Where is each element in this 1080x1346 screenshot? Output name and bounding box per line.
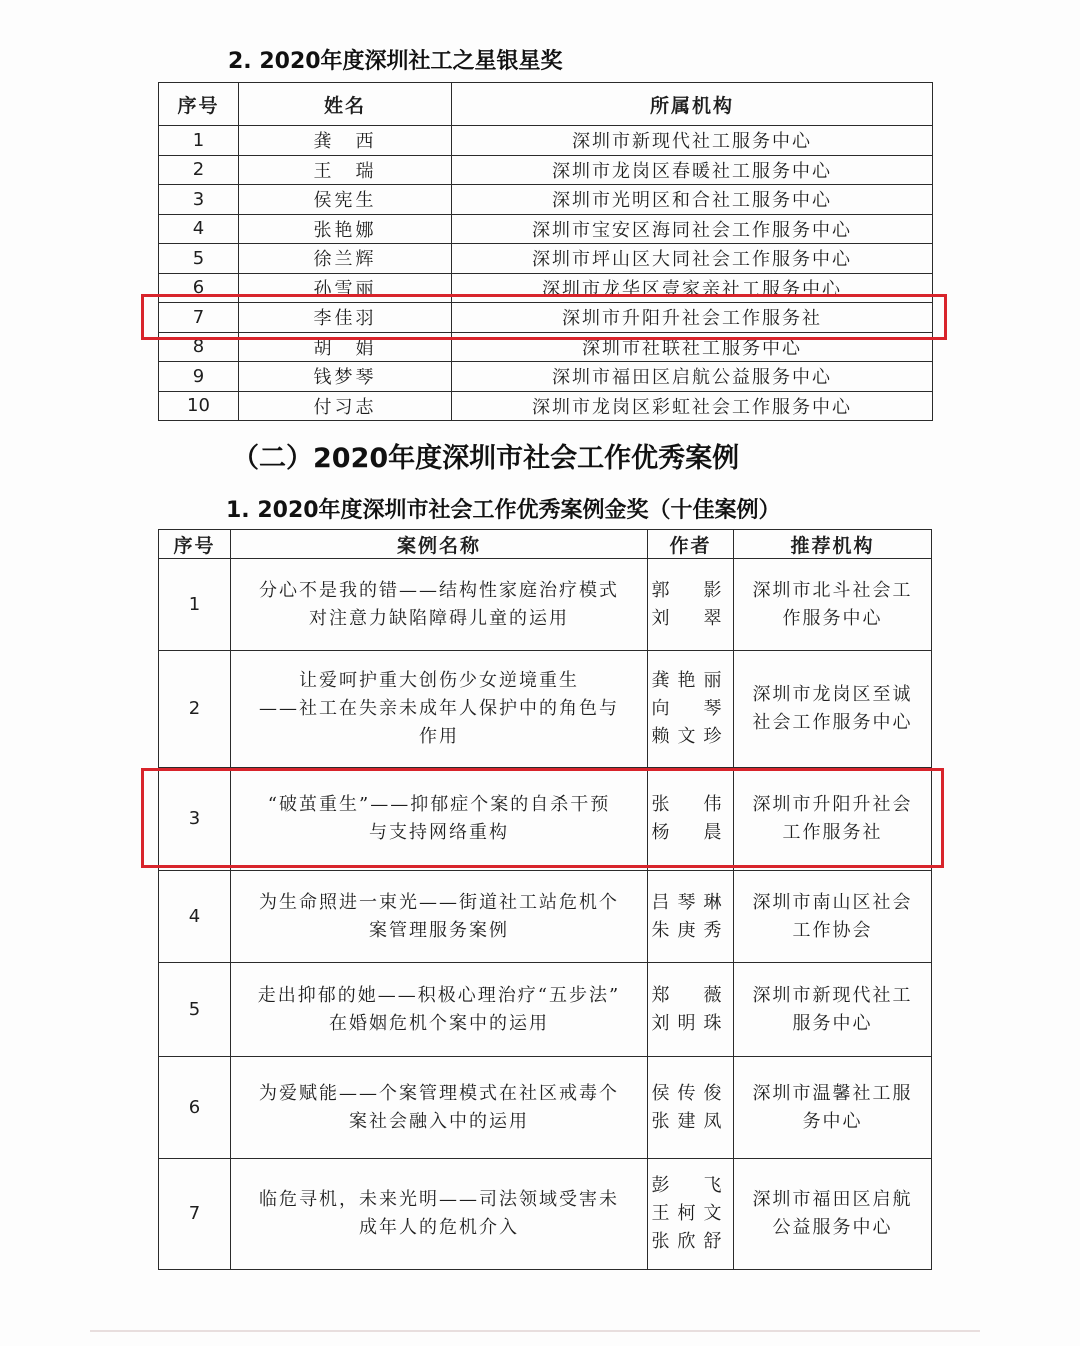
case-authors-line: 彭 飞 — [651, 1175, 730, 1196]
row-number: 4 — [159, 214, 239, 244]
recommend-org — [734, 651, 932, 768]
case-authors — [648, 1159, 734, 1270]
case-authors-line: 张 伟 — [651, 794, 730, 815]
table-row — [159, 1057, 932, 1159]
case-authors-line: 张欣舒 — [651, 1231, 730, 1252]
recommend-org-line: 深圳市南山区社会 — [752, 891, 913, 913]
case-authors-line: 刘 翠 — [651, 607, 730, 629]
recommend-org-line: 深圳市龙岗区至诚 — [752, 684, 913, 705]
recommend-org-line: 深圳市北斗社会工 — [752, 579, 913, 601]
org-name: 深圳市福田区启航公益服务中心 — [452, 362, 933, 392]
case-title — [231, 651, 648, 768]
person-name: 付习志 — [239, 391, 452, 421]
recommend-org-line: 作服务中心 — [782, 607, 883, 629]
row-number: 2 — [159, 651, 231, 768]
recommend-org — [734, 1159, 932, 1270]
table-header-row — [159, 83, 933, 126]
case-authors-line: 侯传俊 — [651, 1082, 730, 1104]
case-authors-line: 郭 影 — [651, 579, 730, 601]
table-row — [159, 651, 932, 768]
case-title-line: 走出抑郁的她——积极心理治疗“五步法” — [257, 984, 621, 1006]
case-title-line: “破茧重生”——抑郁症个案的自杀干预 — [267, 794, 611, 815]
org-name: 深圳市龙岗区彩虹社会工作服务中心 — [452, 391, 933, 421]
table-row — [159, 185, 933, 215]
recommend-org-line: 深圳市升阳升社会 — [752, 794, 913, 815]
org-name: 深圳市坪山区大同社会工作服务中心 — [452, 244, 933, 274]
case-authors — [648, 1057, 734, 1159]
recommend-org-line: 深圳市温馨社工服 — [752, 1082, 913, 1104]
case-title — [231, 559, 648, 651]
row-number: 7 — [159, 303, 239, 333]
row-number: 2 — [159, 155, 239, 185]
row-number: 9 — [159, 362, 239, 392]
case-authors — [648, 871, 734, 963]
header-no: 序号 — [159, 530, 231, 559]
table-row — [159, 963, 932, 1057]
case-authors-line: 向 琴 — [651, 698, 730, 719]
case-authors — [648, 963, 734, 1057]
person-name: 胡 娟 — [239, 332, 452, 362]
case-title-line: 案社会融入中的运用 — [349, 1110, 529, 1132]
recommend-org-line: 工作服务社 — [782, 822, 883, 843]
table-row — [159, 273, 933, 303]
row-number: 6 — [159, 273, 239, 303]
person-name: 徐兰辉 — [239, 244, 452, 274]
org-name: 深圳市龙华区壹家亲社工服务中心 — [452, 273, 933, 303]
person-name: 张艳娜 — [239, 214, 452, 244]
case-title-line: ——社工在失亲未成年人保护中的角色与 — [259, 698, 619, 719]
gold-case-subtitle: 1. 2020年度深圳市社会工作优秀案例金奖（十佳案例） — [226, 498, 781, 523]
row-number: 3 — [159, 185, 239, 215]
header-authors: 作者 — [648, 530, 734, 559]
case-authors-line: 赖文珍 — [651, 726, 730, 747]
page-bottom-edge — [90, 1330, 980, 1332]
row-number: 3 — [159, 768, 231, 871]
row-number: 5 — [159, 244, 239, 274]
header-recommend-org: 推荐机构 — [734, 530, 932, 559]
case-authors — [648, 768, 734, 871]
recommend-org — [734, 1057, 932, 1159]
case-authors-line: 朱庚秀 — [651, 919, 730, 941]
table-header-row — [159, 530, 932, 559]
recommend-org — [734, 768, 932, 871]
table-row — [159, 126, 933, 156]
row-number: 8 — [159, 332, 239, 362]
case-title-line: 成年人的危机介入 — [359, 1217, 519, 1238]
table-row — [159, 768, 932, 871]
case-authors-line: 刘明珠 — [651, 1012, 730, 1034]
case-authors-line: 郑 薇 — [651, 984, 730, 1006]
org-name: 深圳市社联社工服务中心 — [452, 332, 933, 362]
recommend-org-line: 公益服务中心 — [772, 1217, 893, 1238]
recommend-org-line: 深圳市福田区启航 — [752, 1189, 913, 1210]
case-authors-line: 张建凤 — [651, 1110, 730, 1132]
org-name: 深圳市龙岗区春暖社工服务中心 — [452, 155, 933, 185]
case-title — [231, 768, 648, 871]
org-name: 深圳市宝安区海同社会工作服务中心 — [452, 214, 933, 244]
case-title-line: 临危寻机，未来光明——司法领域受害未 — [259, 1189, 619, 1210]
header-no: 序号 — [159, 83, 239, 126]
recommend-org-line: 深圳市新现代社工 — [752, 984, 913, 1006]
person-name: 孙雪丽 — [239, 273, 452, 303]
row-number: 4 — [159, 871, 231, 963]
case-title-line: 与支持网络重构 — [369, 822, 509, 843]
person-name: 钱梦琴 — [239, 362, 452, 392]
case-authors-line: 龚艳丽 — [651, 670, 730, 691]
case-authors-line: 王柯文 — [651, 1203, 730, 1224]
case-title-line: 作用 — [419, 726, 459, 747]
recommend-org — [734, 963, 932, 1057]
org-name: 深圳市升阳升社会工作服务社 — [452, 303, 933, 333]
table-row — [159, 214, 933, 244]
table-row — [159, 871, 932, 963]
person-name: 王 瑞 — [239, 155, 452, 185]
silver-star-subtitle: 2. 2020年度深圳社工之星银星奖 — [228, 49, 563, 74]
recommend-org-line: 服务中心 — [792, 1012, 873, 1034]
row-number: 6 — [159, 1057, 231, 1159]
case-title — [231, 963, 648, 1057]
case-title-line: 为爱赋能——个案管理模式在社区戒毒个 — [259, 1082, 619, 1104]
header-org: 所属机构 — [452, 83, 933, 126]
recommend-org-line: 社会工作服务中心 — [752, 712, 913, 733]
org-name: 深圳市光明区和合社工服务中心 — [452, 185, 933, 215]
person-name: 侯宪生 — [239, 185, 452, 215]
case-title-line: 分心不是我的错——结构性家庭治疗模式 — [259, 579, 619, 601]
table-row — [159, 559, 932, 651]
recommend-org — [734, 559, 932, 651]
table-row — [159, 244, 933, 274]
table-row — [159, 362, 933, 392]
recommend-org — [734, 871, 932, 963]
recommend-org-line: 务中心 — [802, 1110, 863, 1132]
silver-star-table — [158, 82, 933, 421]
case-authors-line: 杨 晨 — [651, 822, 730, 843]
case-title-line: 在婚姻危机个案中的运用 — [329, 1012, 549, 1034]
table-row — [159, 391, 933, 421]
case-title-line: 让爱呵护重大创伤少女逆境重生 — [299, 670, 579, 691]
row-number: 1 — [159, 559, 231, 651]
header-name: 姓名 — [239, 83, 452, 126]
row-number: 5 — [159, 963, 231, 1057]
case-title — [231, 871, 648, 963]
table-row — [159, 1159, 932, 1270]
recommend-org-line: 工作协会 — [792, 919, 873, 941]
table-row — [159, 332, 933, 362]
case-authors-line: 吕琴琳 — [651, 891, 730, 913]
row-number: 1 — [159, 126, 239, 156]
gold-case-table — [158, 529, 932, 1270]
person-name: 龚 西 — [239, 126, 452, 156]
case-title — [231, 1057, 648, 1159]
header-case-title: 案例名称 — [231, 530, 648, 559]
table-row — [159, 303, 933, 333]
case-authors — [648, 559, 734, 651]
case-authors — [648, 651, 734, 768]
case-title — [231, 1159, 648, 1270]
org-name: 深圳市新现代社工服务中心 — [452, 126, 933, 156]
case-title-line: 为生命照进一束光——街道社工站危机个 — [259, 891, 619, 913]
case-title-line: 对注意力缺陷障碍儿童的运用 — [309, 607, 569, 629]
case-title-line: 案管理服务案例 — [369, 919, 509, 941]
row-number: 7 — [159, 1159, 231, 1270]
row-number: 10 — [159, 391, 239, 421]
person-name: 李佳羽 — [239, 303, 452, 333]
table-row — [159, 155, 933, 185]
section-heading: （二）2020年度深圳市社会工作优秀案例 — [232, 443, 740, 474]
